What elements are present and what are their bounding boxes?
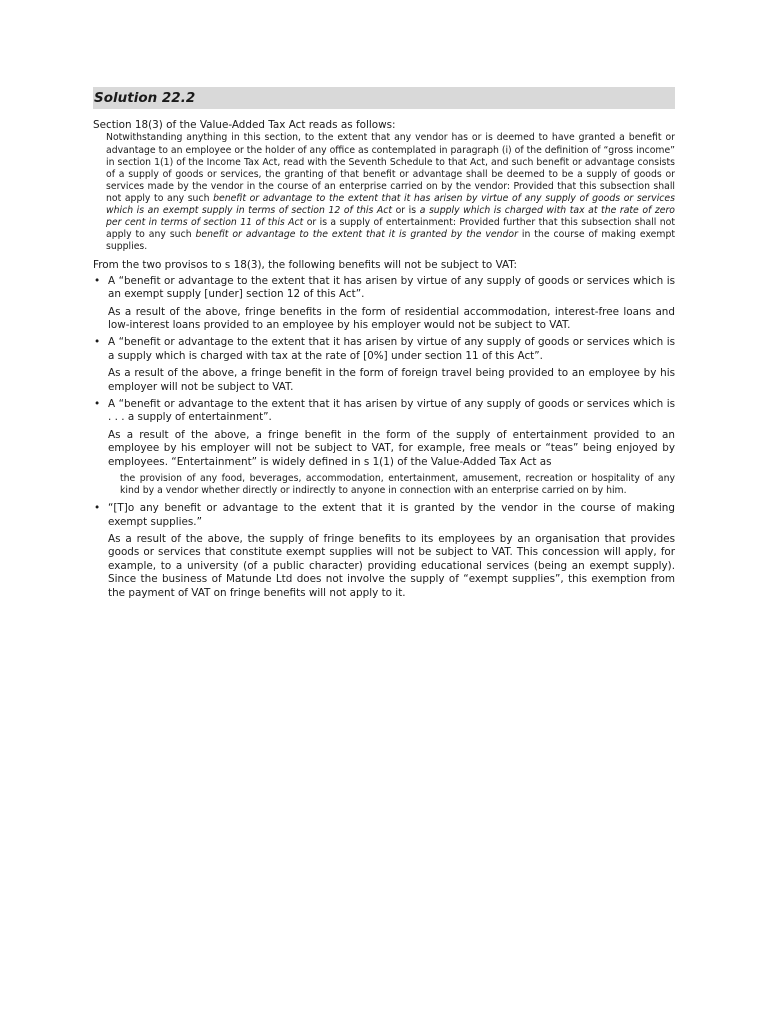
intro-paragraph: Section 18(3) of the Value-Added Tax Act reads as follows: — [93, 119, 396, 131]
quote-italic-3: benefit or advantage to the extent that it is granted by the vendor — [195, 229, 518, 241]
solution-title: Solution 22.2 — [93, 87, 675, 109]
bullet-item — [93, 336, 675, 363]
bullet-explanation: As a result of the above, a fringe benefit in the form of foreign travel being provided to an employee by his employer will not be subject to VAT. — [108, 367, 675, 393]
bullet-item — [93, 502, 675, 529]
bullet-text: “[T]o any benefit or advantage to the extent that it is granted by the vendor in the course of making exempt supplies.” — [108, 502, 675, 528]
quote-text-3: or is a supply of entertainment: Provided further that this subsection shall not apply to any such — [106, 217, 675, 241]
bullet-explanation: As a result of the above, the supply of fringe benefits to its employees by an organisation that provides goods or services that constitute exempt supplies will not be subject to VAT. This concession will apply, for example, to a university (of a public character) providing educational services (being an exempt supply). Since the business of Matunde Ltd does not involve the supply of “exempt supplies”, this exemption from the payment of VAT on fringe benefits will not apply to it. — [108, 533, 675, 599]
bullet-dot-icon: • — [94, 336, 101, 349]
bullet-text: A “benefit or advantage to the extent that it has arisen by virtue of any supply of goods or services which is a supply which is charged with tax at the rate of [0%] under section 11 of this Act”. — [108, 336, 675, 362]
bullet-explanation: As a result of the above, a fringe benefit in the form of the supply of entertainment provided to an employee by his employer will not be subject to VAT, for example, free meals or “teas” being enjoyed by employees. “Entertainment” is widely defined in s 1(1) of the Value-Added Tax Act as — [108, 428, 675, 468]
bullet-item — [93, 398, 675, 425]
bullet-text: A “benefit or advantage to the extent that it has arisen by virtue of any supply of goods or services which is an exempt supply [under] section 12 of this Act”. — [108, 274, 675, 301]
quote-text-4: in the course of making exempt supplies. — [106, 229, 675, 253]
statute-quote — [106, 132, 675, 253]
bullet-dot-icon: • — [94, 274, 101, 287]
quote-text-1: Notwithstanding anything in this section, to the extent that any vendor has or is deemed to have granted a benefit or advantage to an employee or the holder of any office as contemplated in paragraph (i) of the definition of “gross income” in section 1(1) of the Income Tax Act, read with the Seventh Schedule to that Act, and such benefit or advantage consists of a supply of goods or services, the granting of that benefit or advantage shall be deemed to be a supply of goods or services made by the vendor in the course of an enterprise carried on by the vendor: Provided that this subsection shall not apply to any such — [106, 132, 675, 204]
entertainment-definition-quote: the provision of any food, beverages, accommodation, entertainment, amusement, recreation or hospitality of any kind by a vendor whether directly or indirectly to anyone in connection with an enterprise carried on by him. — [120, 473, 675, 497]
bullet-text: A “benefit or advantage to the extent that it has arisen by virtue of any supply of goods or services which is . . . a supply of entertainment”. — [108, 398, 675, 424]
quote-text-2: or is — [392, 204, 420, 216]
bullet-explanation: As a result of the above, fringe benefits in the form of residential accommodation, interest-free loans and low-interest loans provided to an employee by his employer would not be subject to VAT. — [108, 305, 675, 331]
quote-italic-2: a supply which is charged with tax at the rate of zero per cent in terms of section 11 of this Act — [106, 204, 675, 229]
quote-italic-1: benefit or advantage to the extent that it has arisen by virtue of any supply of goods or services which is an exempt supply in terms of section 12 of this Act — [106, 192, 675, 216]
bullet-dot-icon: • — [94, 502, 101, 515]
lead-paragraph: From the two provisos to s 18(3), the following benefits will not be subject to VAT: — [93, 259, 518, 272]
bullet-item — [93, 275, 675, 302]
bullet-dot-icon: • — [94, 398, 101, 410]
document-page — [93, 87, 675, 604]
